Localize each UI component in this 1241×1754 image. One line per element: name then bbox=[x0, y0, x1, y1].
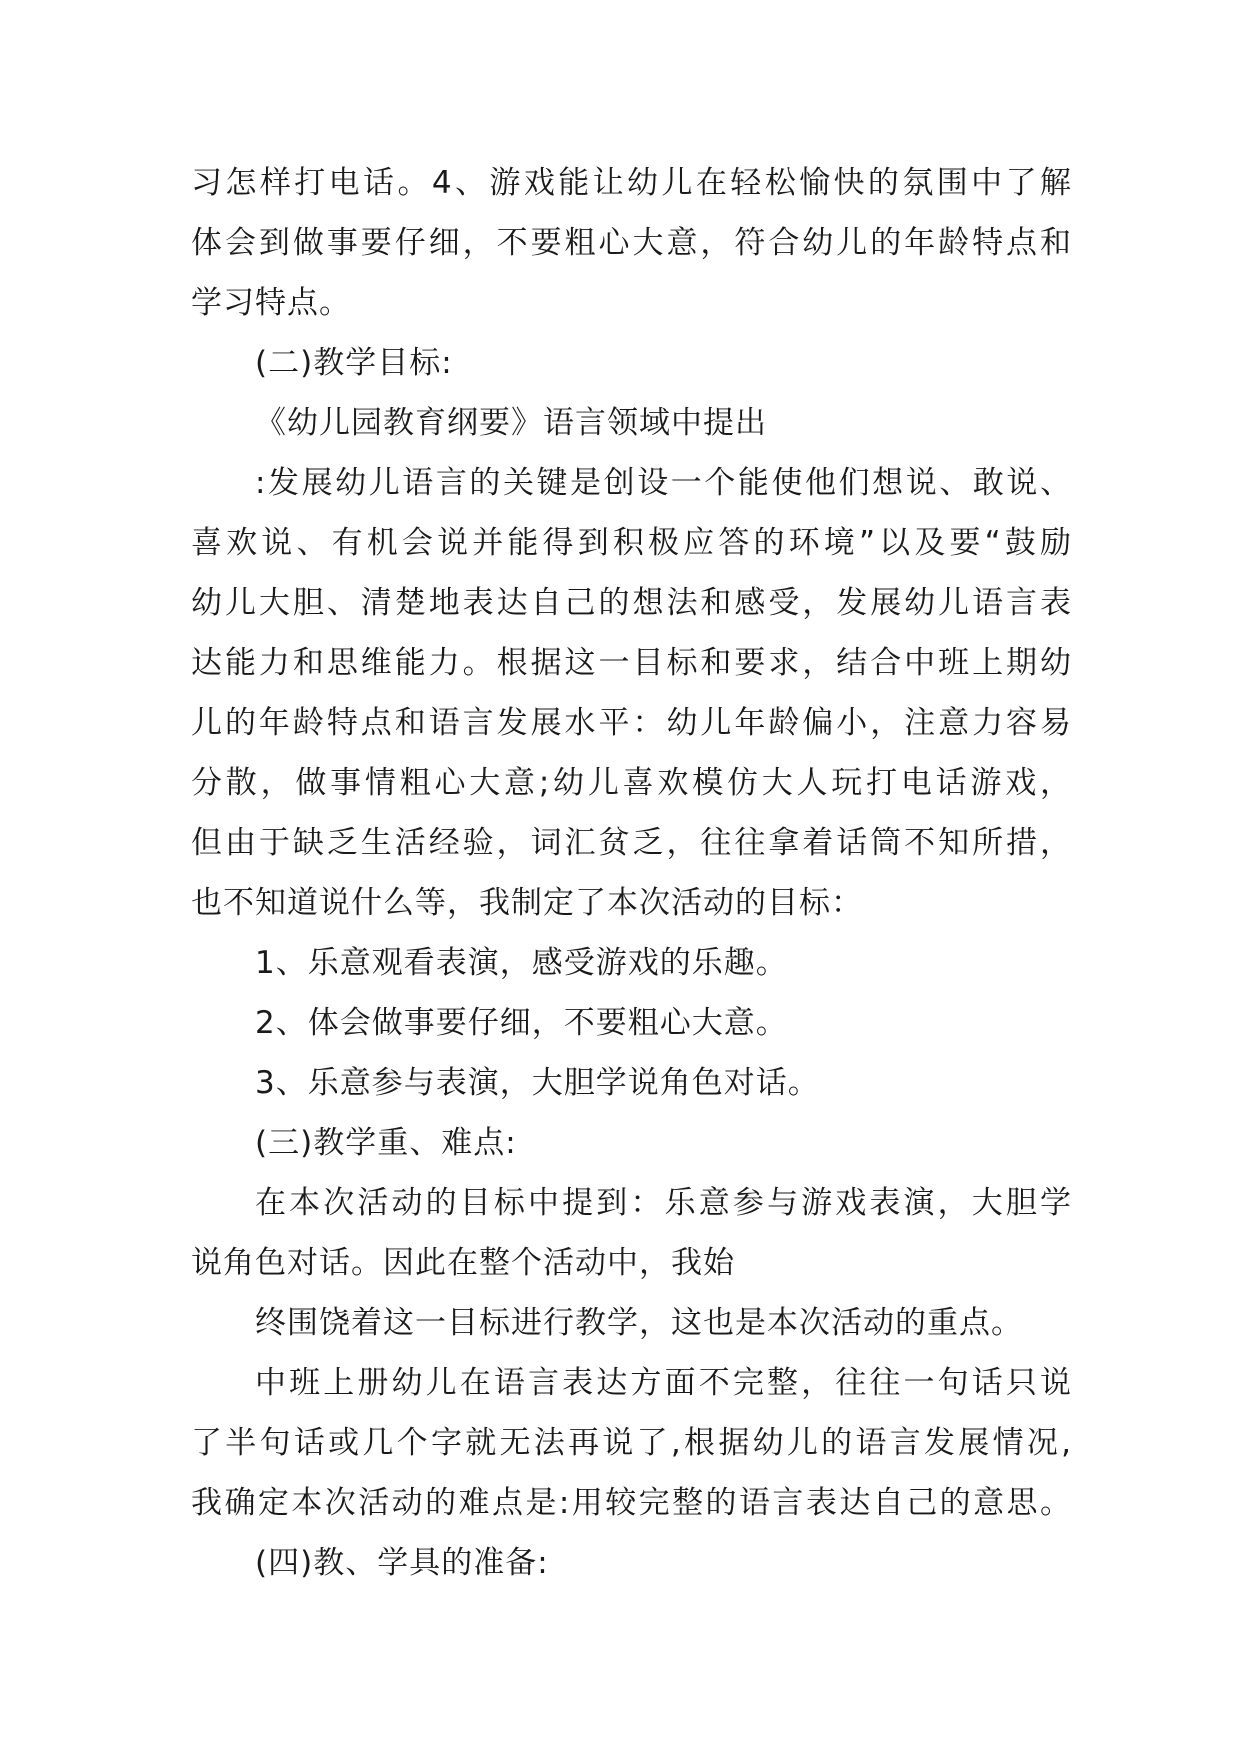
text-line: 也不知道说什么等，我制定了本次活动的目标： bbox=[191, 885, 863, 921]
text-line: 分散，做事情粗心大意;幼儿喜欢模仿大人玩打电话游戏， bbox=[191, 765, 1071, 801]
text-line: 但由于缺乏生活经验，词汇贫乏，往往拿着话筒不知所措， bbox=[191, 825, 1071, 861]
text-line: 终围饶着这一目标进行教学，这也是本次活动的重点。 bbox=[255, 1305, 1023, 1341]
text-line: 达能力和思维能力。根据这一目标和要求，结合中班上期幼 bbox=[191, 645, 1071, 681]
document-body bbox=[191, 153, 1071, 1593]
goal-item-2: 2、体会做事要仔细，不要粗心大意。 bbox=[255, 1005, 788, 1041]
text-line: 了半句话或几个字就无法再说了,根据幼儿的语言发展情况, bbox=[191, 1425, 1071, 1461]
section-heading-key-points: (三)教学重、难点: bbox=[255, 1125, 517, 1161]
section-heading-materials: (四)教、学具的准备: bbox=[255, 1545, 549, 1581]
text-line: 中班上册幼儿在语言表达方面不完整，往往一句话只说 bbox=[255, 1365, 1071, 1401]
text-line: 说角色对话。因此在整个活动中，我始 bbox=[191, 1245, 735, 1281]
text-line: 在本次活动的目标中提到：乐意参与游戏表演，大胆学 bbox=[255, 1185, 1071, 1221]
goal-item-3: 3、乐意参与表演，大胆学说角色对话。 bbox=[255, 1065, 820, 1101]
text-line: 体会到做事要仔细，不要粗心大意，符合幼儿的年龄特点和 bbox=[191, 225, 1071, 261]
text-line: 习怎样打电话。4、游戏能让幼儿在轻松愉快的氛围中了解 bbox=[191, 165, 1071, 201]
goal-item-1: 1、乐意观看表演，感受游戏的乐趣。 bbox=[255, 945, 788, 981]
text-line: 幼儿大胆、清楚地表达自己的想法和感受，发展幼儿语言表 bbox=[191, 585, 1071, 621]
text-line: :发展幼儿语言的关键是创设一个能使他们想说、敢说、 bbox=[255, 465, 1071, 501]
section-heading-teaching-goals: (二)教学目标: bbox=[255, 345, 453, 381]
text-line: 儿的年龄特点和语言发展水平：幼儿年龄偏小，注意力容易 bbox=[191, 705, 1071, 741]
text-line: 喜欢说、有机会说并能得到积极应答的环境”以及要“鼓励 bbox=[191, 525, 1071, 561]
text-line: 《幼儿园教育纲要》语言领域中提出 bbox=[255, 405, 767, 441]
text-line: 学习特点。 bbox=[191, 285, 351, 321]
text-line: 我确定本次活动的难点是:用较完整的语言表达自己的意思。 bbox=[191, 1485, 1071, 1521]
